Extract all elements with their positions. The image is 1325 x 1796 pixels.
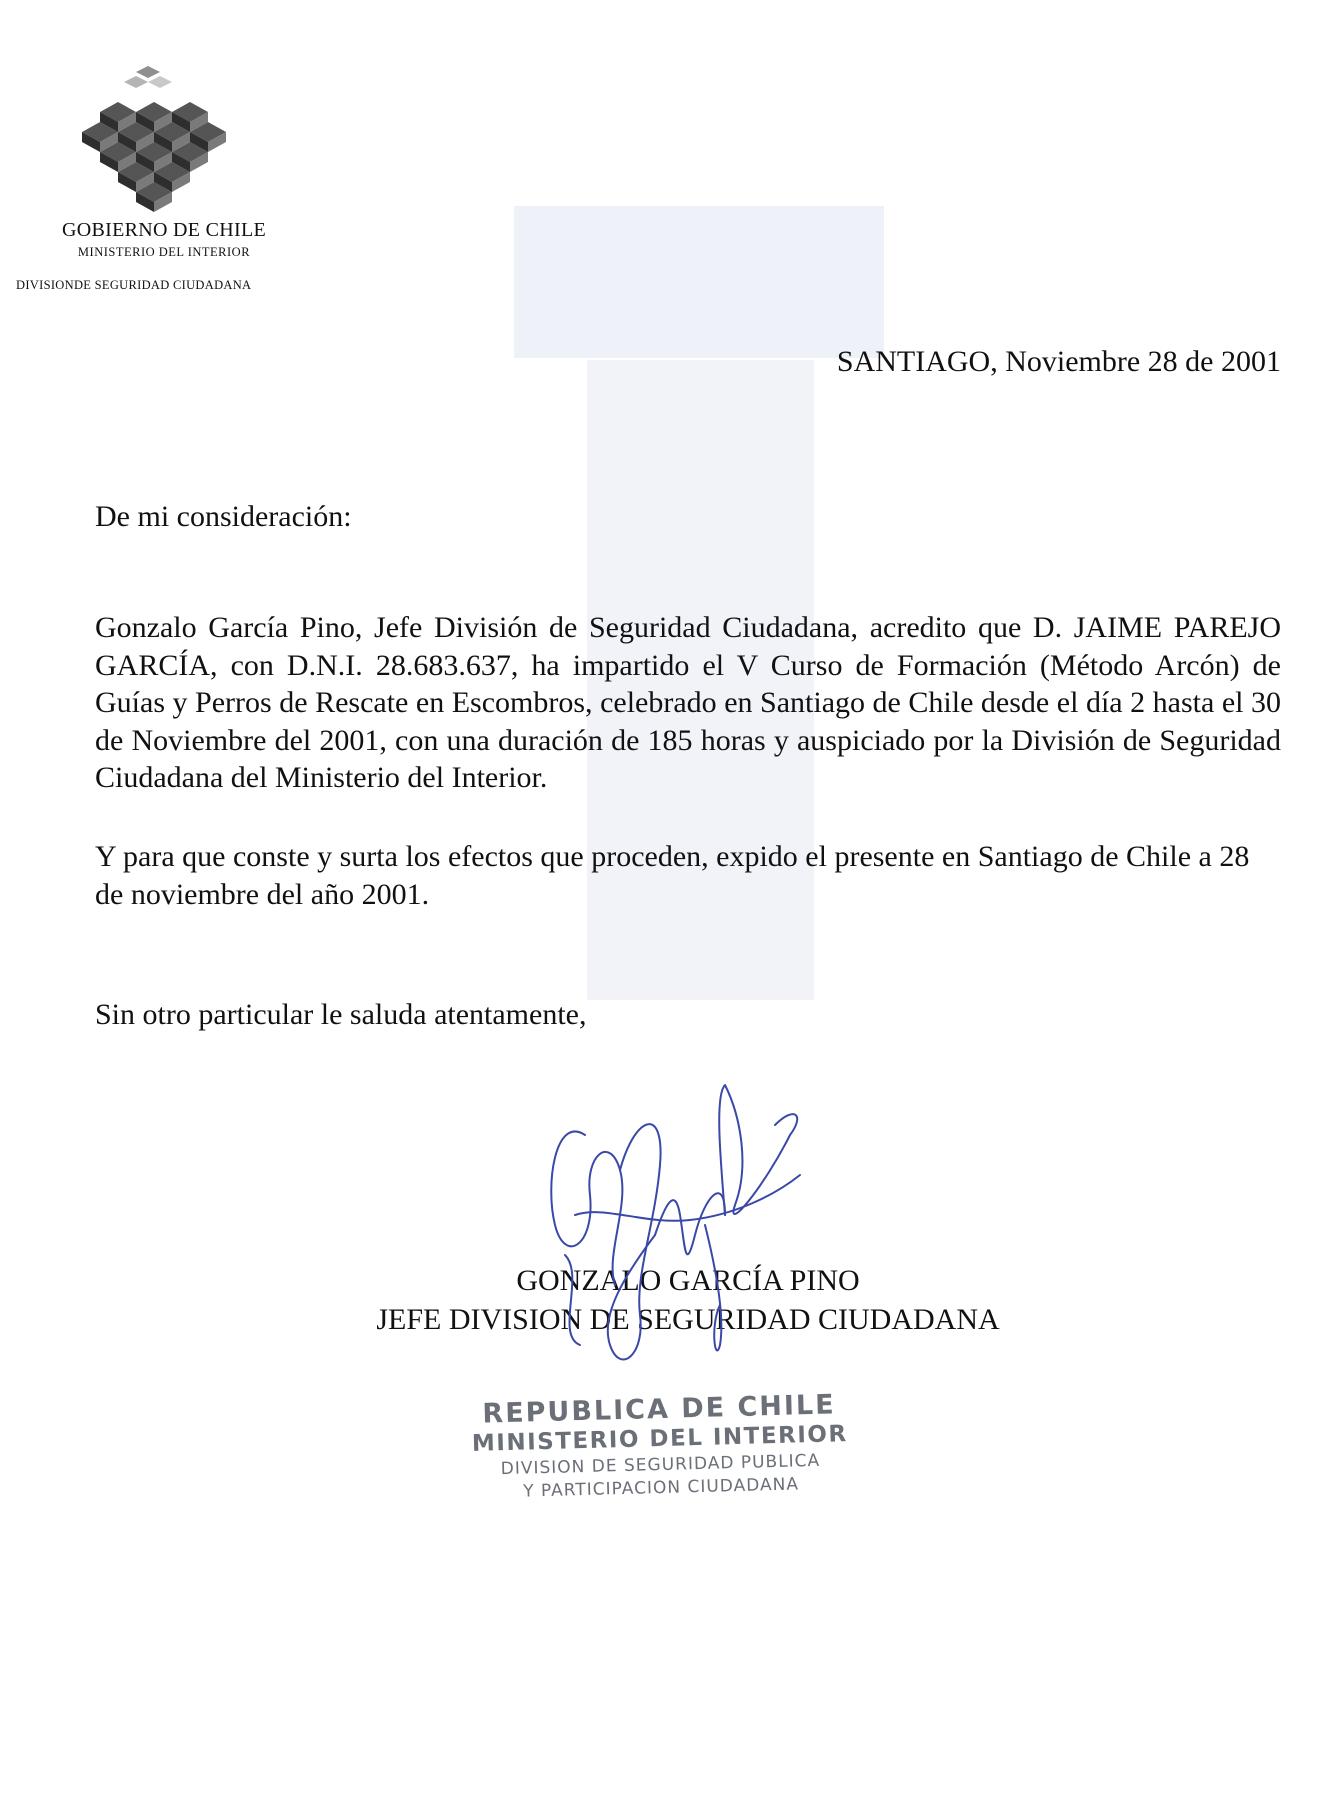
- greeting: De mi consideración:: [95, 500, 352, 533]
- government-name: GOBIERNO DE CHILE: [62, 219, 266, 241]
- stamp-line-2: MINISTERIO DEL INTERIOR: [471, 1421, 848, 1457]
- date-line: SANTIAGO, Noviembre 28 de 2001: [836, 345, 1281, 378]
- ministry-name: MINISTERIO DEL INTERIOR: [77, 245, 251, 259]
- signatory-title: JEFE DIVISION DE SEGURIDAD CIUDADANA: [376, 1303, 1000, 1336]
- signatory-name: GONZALO GARCÍA PINO: [516, 1264, 860, 1297]
- government-logo-icon: [70, 64, 240, 224]
- stamp-line-4: Y PARTICIPACION CIUDADANA: [522, 1474, 800, 1502]
- official-stamp: [469, 1390, 852, 1504]
- handwritten-signature: [515, 1075, 815, 1385]
- closing-line: Sin otro particular le saluda atentamente,: [95, 998, 587, 1031]
- body-paragraph: Y para que conste y surta los efectos que proceden, expido el presente en Santiago de Chile a 28 de noviembre del año 2001.: [95, 840, 1250, 911]
- division-name: DIVISIONDE SEGURIDAD CIUDADANA: [16, 278, 252, 292]
- body-paragraph: Gonzalo García Pino, Jefe División de Seguridad Ciudadana, acredito que D. JAIME PAREJO GARCÍA, con D.N.I. 28.683.637, ha impartido el V Curso de Formación (Método Arcón) de Guías y Perros de Rescate en Escombros, celebrado en Santiago de Chile desde el día 2 hasta el 30 de Noviembre del 2001, con una duración de 185 horas y auspiciado por la División de Seguridad Ciudadana del Ministerio del Interior.: [95, 611, 1281, 794]
- stamp-line-1: REPUBLICA DE CHILE: [482, 1389, 836, 1430]
- stamp-line-3: DIVISION DE SEGURIDAD PUBLICA: [500, 1450, 821, 1480]
- watermark-top: [514, 206, 884, 358]
